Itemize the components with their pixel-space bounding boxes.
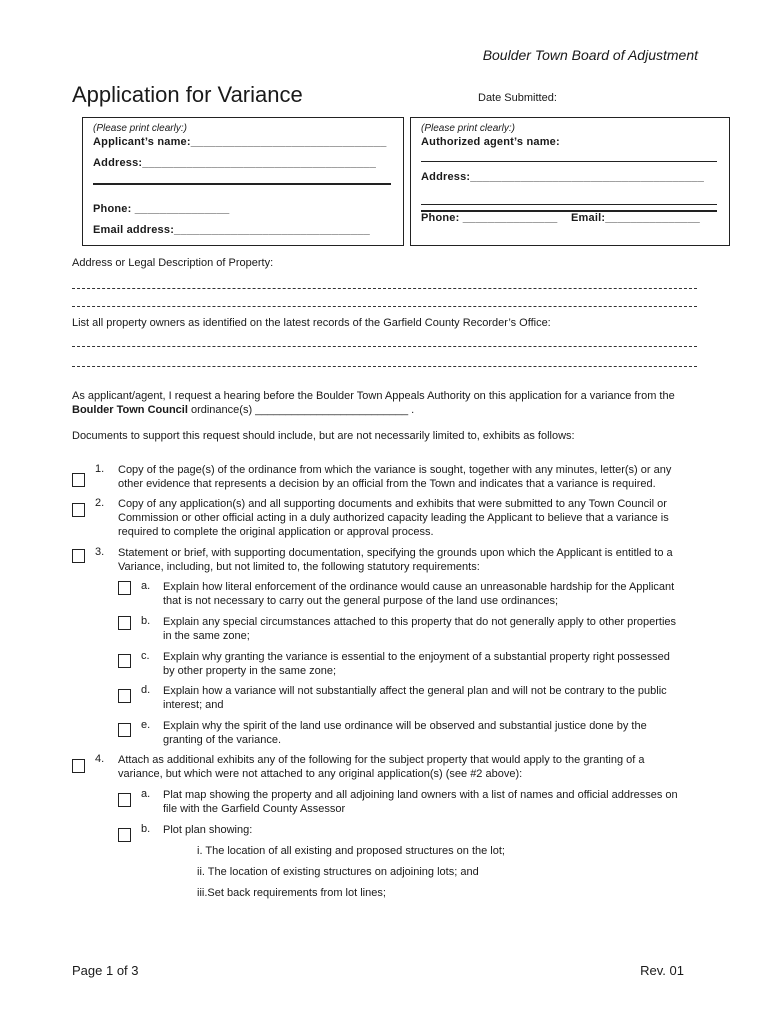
item-3b-letter: b. [141,615,151,627]
item-3b-checkbox[interactable] [118,616,131,630]
item-3c-letter: c. [141,650,150,662]
agent-address-field[interactable]: Address:_____________________________________ [421,171,705,183]
agency-name: Boulder Town Board of Adjustment [482,47,698,63]
item-3a-line-2: that is not necessary to carry out the general purpose of the land use ordinances; [163,595,559,607]
applicant-hint: (Please print clearly:) [93,123,187,134]
date-submitted-label: Date Submitted: [478,92,557,104]
item-3e-checkbox[interactable] [118,723,131,737]
item-2-number: 2. [95,497,105,509]
page-number: Page 1 of 3 [72,963,139,978]
item-1-number: 1. [95,463,105,475]
item-4-line-2: variance, but which were not attached to any original application(s) (see #2 above): [118,768,523,780]
item-4b-line-1: Plot plan showing: [163,824,253,836]
item-4-checkbox[interactable] [72,759,85,773]
item-3b-line-2: in the same zone; [163,630,250,642]
applicant-email-field[interactable]: Email address:_______________________________ [93,224,370,236]
item-3-line-1: Statement or brief, with supporting documentation, specifying the grounds upon which the Applicant is entitled to a [118,547,673,559]
item-3d-line-2: interest; and [163,699,224,711]
item-3-number: 3. [95,546,105,558]
item-3c-line-1: Explain why granting the variance is essential to the enjoyment of a substantial property right possessed [163,651,670,663]
item-3e-line-2: granting of the variance. [163,734,282,746]
property-address-label: Address or Legal Description of Property: [72,257,274,269]
item-3b-line-1: Explain any special circumstances attached to this property that do not generally apply to other properties [163,616,677,628]
agent-name-line[interactable] [421,161,717,162]
request-line-2 [72,403,414,417]
item-2-line-2: Commission or other official acting in a duly authorized capacity leading the Applicant to believe that a variance is [118,512,669,524]
request-line-1: As applicant/agent, I request a hearing before the Boulder Town Appeals Authority on this application for a variance from the [72,390,675,402]
page-title: Application for Variance [72,82,303,107]
item-3d-letter: d. [141,684,151,696]
applicant-name-field[interactable]: Applicant’s name:_______________________________ [93,136,387,148]
agent-phone-field[interactable]: Phone: _______________ [421,212,558,224]
owners-line-1[interactable] [72,346,697,347]
agent-name-label: Authorized agent’s name: [421,136,560,148]
plot-item-iii: iii.Set back requirements from lot lines; [197,887,386,899]
applicant-address-field[interactable]: Address:_____________________________________ [93,157,377,169]
item-3-line-2: Variance, including, but not limited to, the following statutory requirements: [118,561,480,573]
item-4a-line-2: file with the Garfield County Assessor [163,803,346,815]
item-3c-checkbox[interactable] [118,654,131,668]
item-3a-letter: a. [141,580,151,592]
applicant-phone-field[interactable]: Phone: _______________ [93,203,230,215]
applicant-info-box [82,117,404,246]
town-council-label: Boulder Town Council [72,404,188,416]
item-1-line-2: other evidence that represents a decision by an official from the Town and indicates that a variance is required. [118,478,656,490]
item-3a-checkbox[interactable] [118,581,131,595]
agent-hint: (Please print clearly:) [421,123,515,134]
item-2-checkbox[interactable] [72,503,85,517]
item-3a-line-1: Explain how literal enforcement of the ordinance would cause an unreasonable hardship for the Applicant [163,581,675,593]
item-4a-line-1: Plat map showing the property and all adjoining land owners with a list of names and official addresses on [163,789,678,801]
documents-intro: Documents to support this request should include, but are not necessarily limited to, exhibits as follows: [72,430,575,442]
ordinance-field[interactable]: ordinance(s) _________________________ . [187,404,415,416]
item-3d-checkbox[interactable] [118,689,131,703]
item-4-line-1: Attach as additional exhibits any of the following for the subject property that would apply to the granting of a [118,754,645,766]
item-4b-checkbox[interactable] [118,828,131,842]
item-1-checkbox[interactable] [72,473,85,487]
applicant-address-line-2[interactable] [93,183,391,185]
item-2-line-3: required to complete the original application or approval process. [118,526,434,538]
item-4-number: 4. [95,753,105,765]
item-3c-line-2: by other property in the same zone; [163,665,337,677]
owners-line-2[interactable] [72,366,697,367]
item-4a-letter: a. [141,788,151,800]
item-4a-checkbox[interactable] [118,793,131,807]
item-3e-line-1: Explain why the spirit of the land use ordinance will be observed and substantial justice done by the [163,720,647,732]
property-address-line-2[interactable] [72,306,697,307]
owners-label: List all property owners as identified on the latest records of the Garfield County Recorder’s Office: [72,317,551,329]
agent-address-line-2[interactable] [421,204,717,205]
plot-item-ii: ii. The location of existing structures on adjoining lots; and [197,866,479,878]
agent-info-box [410,117,730,246]
revision-label: Rev. 01 [640,963,684,978]
item-1-line-1: Copy of the page(s) of the ordinance from which the variance is sought, together with any minutes, letter(s) or any [118,464,672,476]
item-2-line-1: Copy of any application(s) and all supporting documents and exhibits that were submitted to any Town Council or [118,498,667,510]
item-3-checkbox[interactable] [72,549,85,563]
agent-email-field[interactable]: Email:_______________ [571,212,700,224]
plot-item-i: i. The location of all existing and proposed structures on the lot; [197,845,505,857]
item-3d-line-1: Explain how a variance will not substantially affect the general plan and will not be contrary to the public [163,685,667,697]
item-3e-letter: e. [141,719,151,731]
item-4b-letter: b. [141,823,151,835]
property-address-line-1[interactable] [72,288,697,289]
